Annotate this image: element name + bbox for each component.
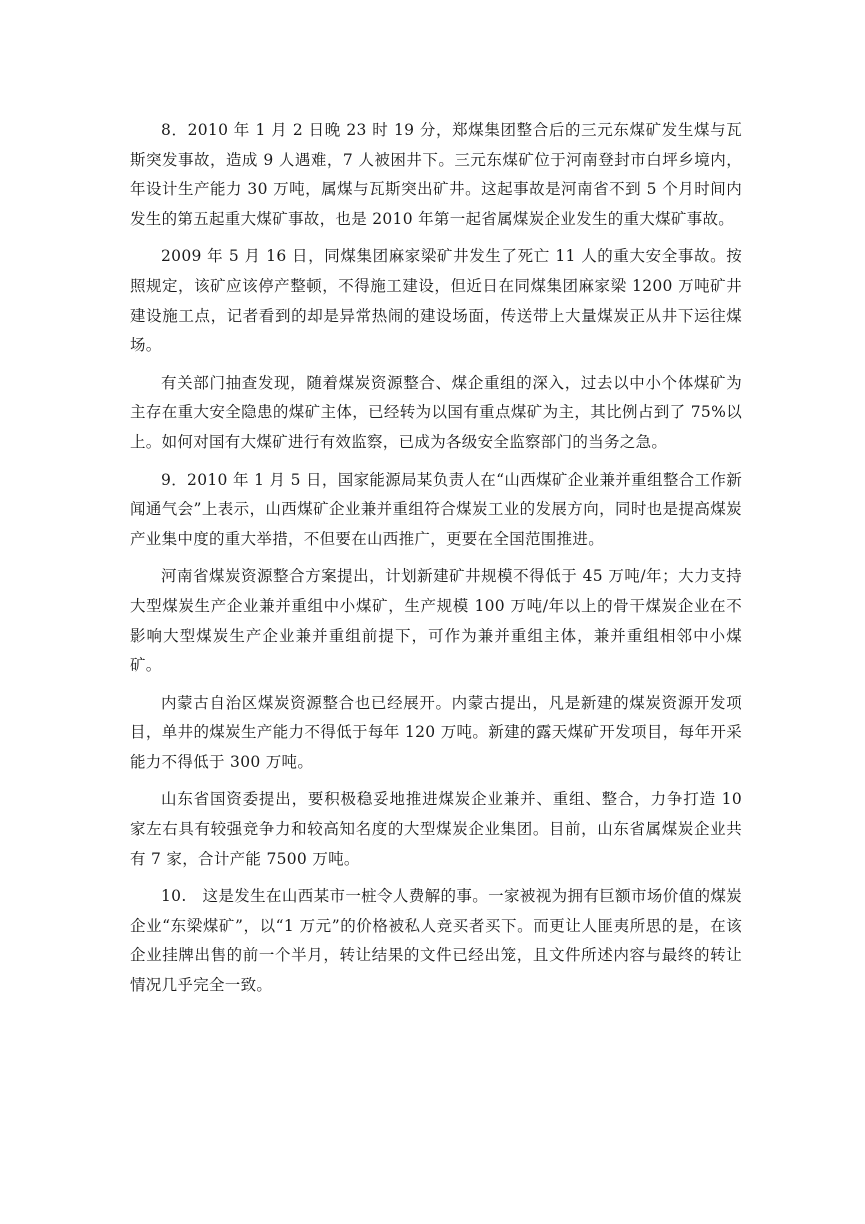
paragraph-8-accident: 8．2010 年 1 月 2 日晚 23 时 19 分，郑煤集团整合后的三元东煤矿发生煤与瓦斯突发事故，造成 9 人遇难，7 人被困井下。三元东煤矿位于河南登封市白坪乡境内，年设计生产能力 30 万吨，属煤与瓦斯突出矿井。这起事故是河南省不到 5 个月时间内发生的第五起重大煤矿事故，也是 2010 年第一起省属煤炭企业发生的重大煤矿事故。 bbox=[130, 121, 742, 228]
paragraph-shandong: 山东省国资委提出，要积极稳妥地推进煤炭企业兼并、重组、整合，力争打造 10 家左右具有较强竞争力和较高知名度的大型煤炭企业集团。目前，山东省属煤炭企业共有 7 家，合计产能 7500 万吨。 bbox=[130, 790, 742, 868]
document-body bbox=[130, 116, 742, 1009]
paragraph-inspection: 有关部门抽查发现，随着煤炭资源整合、煤企重组的深入，过去以中小个体煤矿为主存在重大安全隐患的煤矿主体，已经转为以国有重点煤矿为主，其比例占到了 75%以上。如何对国有大煤矿进行有效监察，已成为各级安全监察部门的当务之急。 bbox=[130, 373, 742, 451]
paragraph-majialiang: 2009 年 5 月 16 日，同煤集团麻家梁矿井发生了死亡 11 人的重大安全事故。按照规定，该矿应该停产整顿，不得施工建设，但近日在同煤集团麻家梁 1200 万吨矿井建设施工点，记者看到的却是异常热闹的建设场面，传送带上大量煤炭正从井下运往煤场。 bbox=[130, 247, 742, 355]
paragraph-10-dongliang: 10. 这是发生在山西某市一桩令人费解的事。一家被视为拥有巨额市场价值的煤炭企业“东梁煤矿”，以“1 万元”的价格被私人竞买者买下。而更让人匪夷所思的是，在该企业挂牌出售的前一个半月，转让结果的文件已经出笼，且文件所述内容与最终的转让情况几乎完全一致。 bbox=[130, 887, 742, 995]
paragraph-inner-mongolia: 内蒙古自治区煤炭资源整合也已经展开。内蒙古提出，凡是新建的煤炭资源开发项目，单井的煤炭生产能力不得低于每年 120 万吨。新建的露天煤矿开发项目，每年开采能力不得低于 300 万吨。 bbox=[130, 693, 742, 771]
paragraph-9-energy-bureau: 9．2010 年 1 月 5 日，国家能源局某负责人在“山西煤矿企业兼并重组整合工作新闻通气会”上表示，山西煤矿企业兼并重组符合煤炭工业的发展方向，同时也是提高煤炭产业集中度的重大举措，不但要在山西推广，更要在全国范围推进。 bbox=[130, 470, 742, 548]
paragraph-henan-plan: 河南省煤炭资源整合方案提出，计划新建矿井规模不得低于 45 万吨/年；大力支持大型煤炭生产企业兼并重组中小煤矿，生产规模 100 万吨/年以上的骨干煤炭企业在不影响大型煤炭生产企业兼并重组前提下，可作为兼并重组主体，兼并重组相邻中小煤矿。 bbox=[130, 567, 742, 675]
